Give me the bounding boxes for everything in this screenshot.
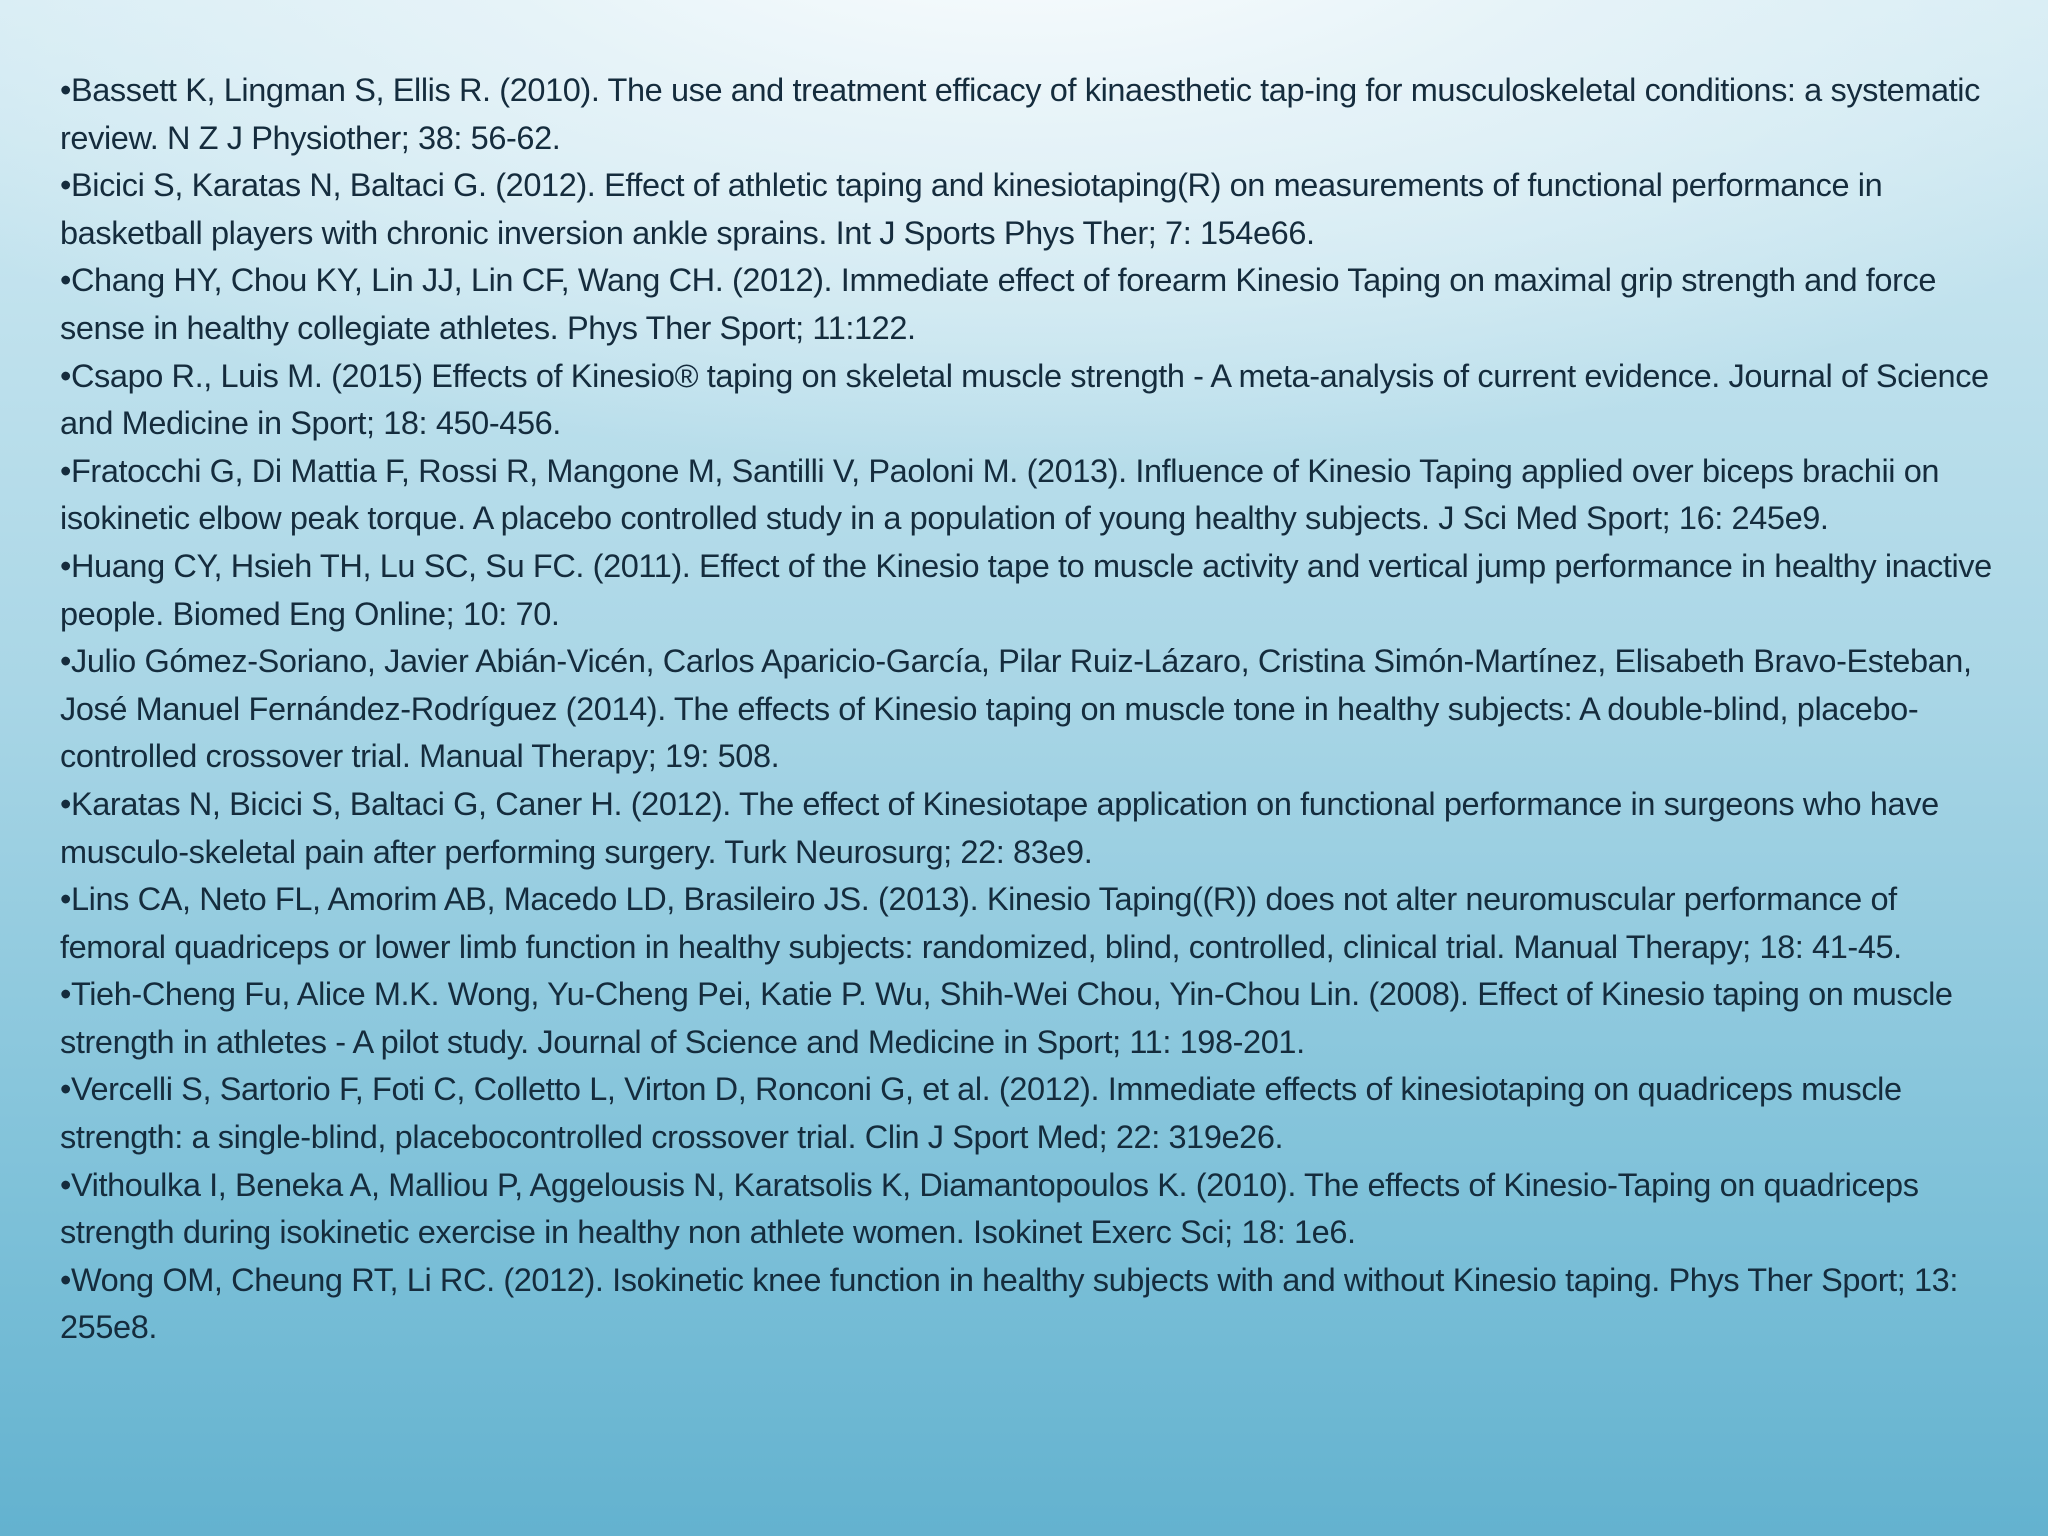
reference-item: •Wong OM, Cheung RT, Li RC. (2012). Isokinetic knee function in healthy subjects with and without Kinesio taping. Phys Ther Sport; 13: 255e8. [60,1261,1958,1346]
reference-item: •Fratocchi G, Di Mattia F, Rossi R, Mangone M, Santilli V, Paoloni M. (2013). Influence of Kinesio Taping applied over biceps brachii on isokinetic elbow peak torque. A placebo controlled study in a population of young healthy subjects. J Sci Med Sport; 16: 245e9. [60,452,1940,537]
reference-item: •Bassett K, Lingman S, Ellis R. (2010). The use and treatment efficacy of kinaesthetic tap-ing for musculoskeletal conditions: a systematic review. N Z J Physiother; 38: 56-62. [60,72,1980,156]
reference-item: •Bicici S, Karatas N, Baltaci G. (2012). Effect of athletic taping and kinesiotaping(R) on measurements of functional performance in basketball players with chronic inversion ankle sprains. Int J Sports Phys Ther; 7: 154e66. [60,167,1883,251]
reference-item: •Tieh-Cheng Fu, Alice M.K. Wong, Yu-Cheng Pei, Katie P. Wu, Shih-Wei Chou, Yin-Chou Lin. (2008). Effect of Kinesio taping on muscle strength in athletes - A pilot study. Journal of Science and Medicine in Sport; 11: 198-201. [60,976,1953,1060]
reference-item: •Csapo R., Luis M. (2015) Effects of Kinesio® taping on skeletal muscle strength - A meta-analysis of current evidence. Journal of Science and Medicine in Sport; 18: 450-456. [60,357,1989,442]
reference-list [60,67,2010,1352]
reference-item: •Julio Gómez-Soriano, Javier Abián-Vicén, Carlos Aparicio-García, Pilar Ruiz-Lázaro, Cristina Simón-Martínez, Elisabeth Bravo-Esteban, José Manuel Fernández-Rodríguez (2014). The effects of Kinesio taping on muscle tone in healthy subjects: A double-blind, placebo-controlled crossover trial. Manual Therapy; 19: 508. [60,643,1972,775]
reference-item: •Vercelli S, Sartorio F, Foti C, Colletto L, Virton D, Ronconi G, et al. (2012). Immediate effects of kinesiotaping on quadriceps muscle strength: a single-blind, placebocontrolled crossover trial. Clin J Sport Med; 22: 319e26. [60,1071,1902,1156]
reference-item: •Vithoulka I, Beneka A, Malliou P, Aggelousis N, Karatsolis K, Diamantopoulos K. (2010). The effects of Kinesio-Taping on quadriceps strength during isokinetic exercise in healthy non athlete women. Isokinet Exerc Sci; 18: 1e6. [60,1166,1919,1251]
reference-item: •Karatas N, Bicici S, Baltaci G, Caner H. (2012). The effect of Kinesiotape application on functional performance in surgeons who have musculo-skeletal pain after performing surgery. Turk Neurosurg; 22: 83e9. [60,785,1939,870]
reference-item: •Lins CA, Neto FL, Amorim AB, Macedo LD, Brasileiro JS. (2013). Kinesio Taping((R)) does not alter neuromuscular performance of femoral quadriceps or lower limb function in healthy subjects: randomized, blind, controlled, clinical trial. Manual Therapy; 18: 41-45. [60,881,1902,965]
reference-item: •Chang HY, Chou KY, Lin JJ, Lin CF, Wang CH. (2012). Immediate effect of forearm Kinesio Taping on maximal grip strength and force sense in healthy collegiate athletes. Phys Ther Sport; 11:122. [60,262,1937,346]
reference-item: •Huang CY, Hsieh TH, Lu SC, Su FC. (2011). Effect of the Kinesio tape to muscle activity and vertical jump performance in healthy inactive people. Biomed Eng Online; 10: 70. [60,547,1992,632]
